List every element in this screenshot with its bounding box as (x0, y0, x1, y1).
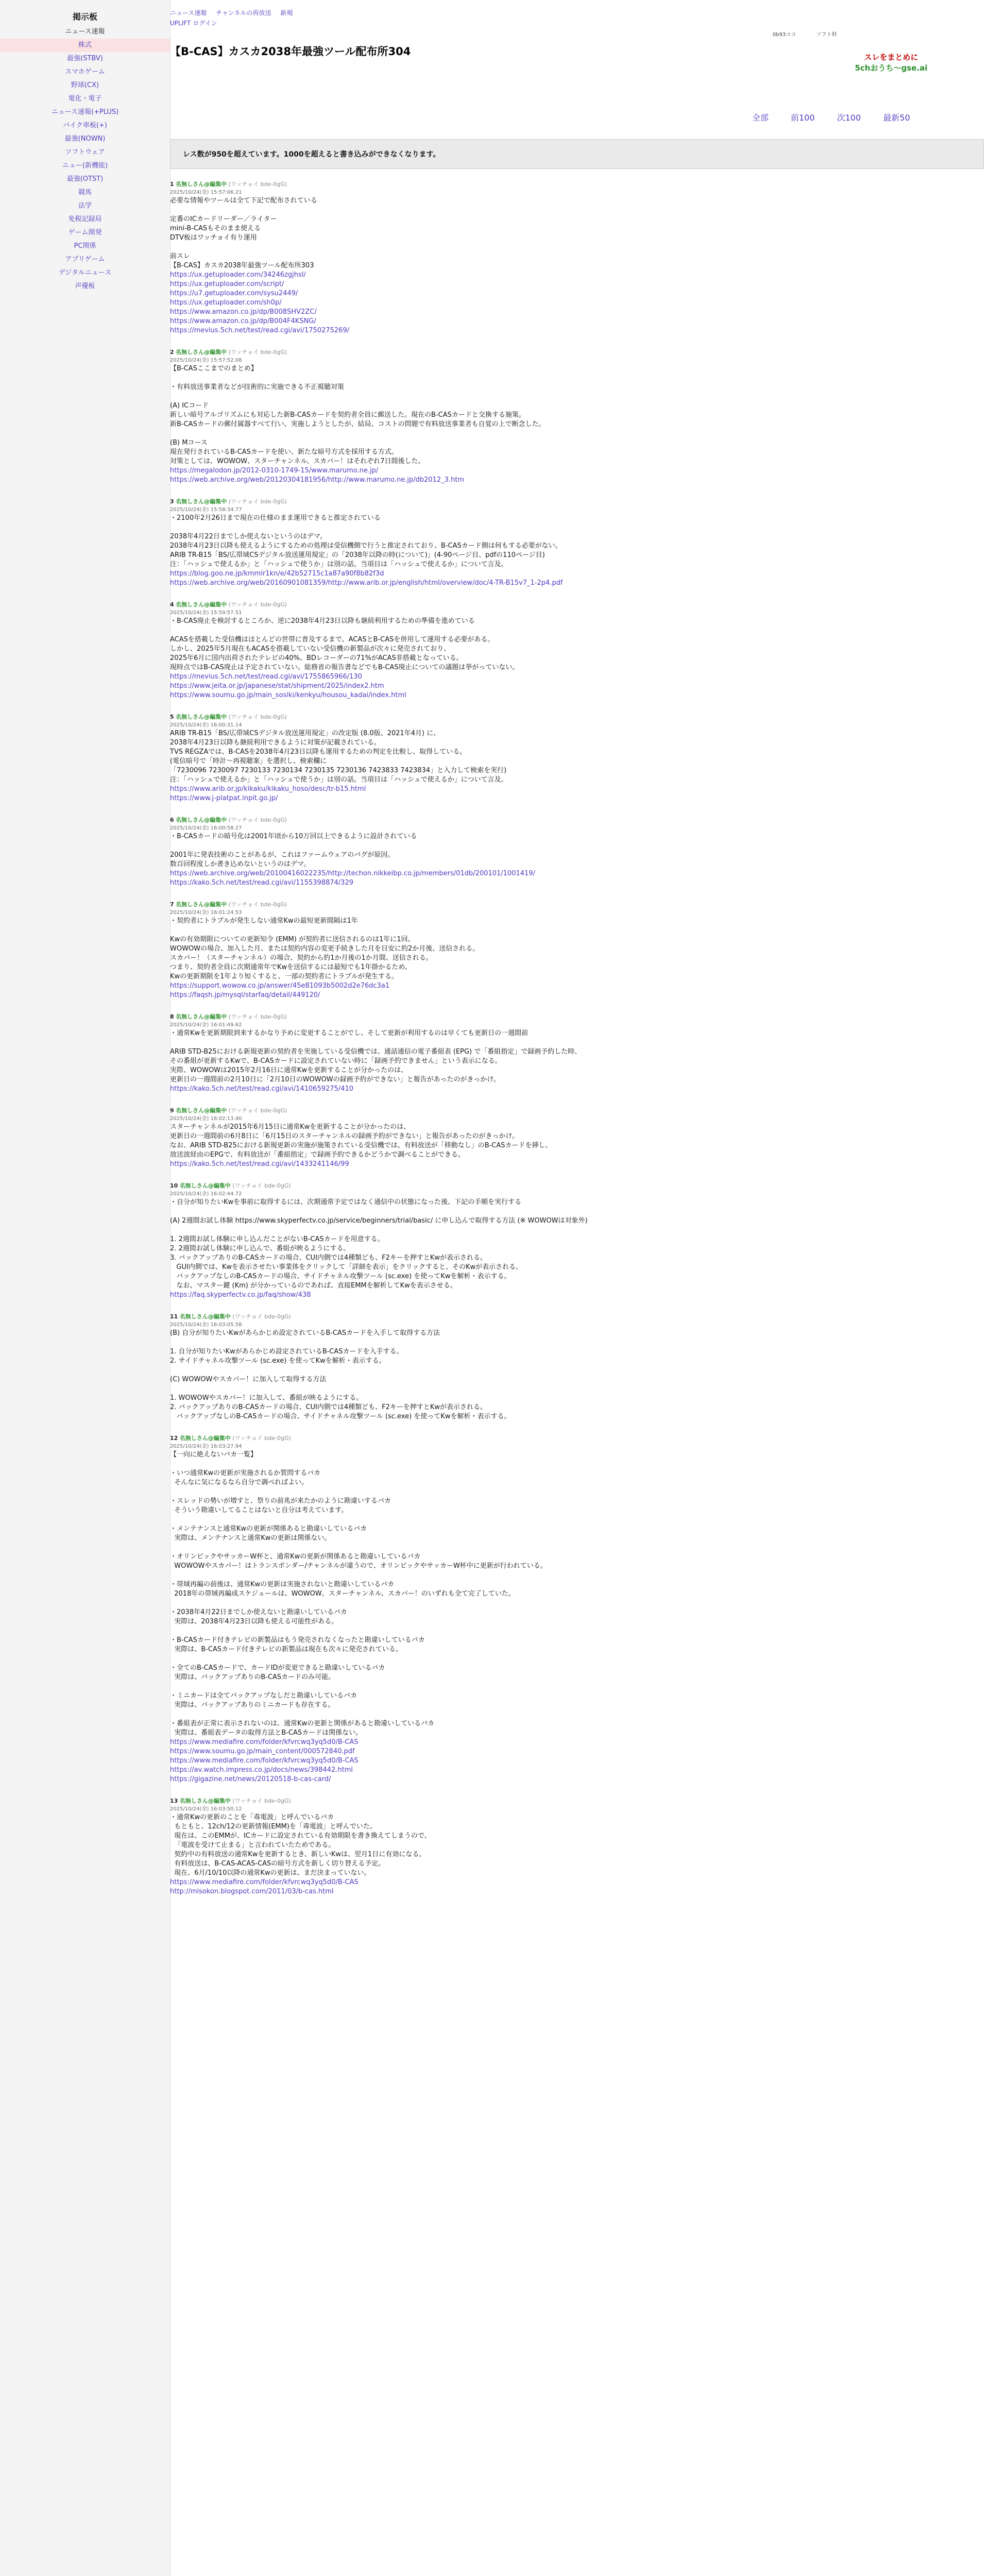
sidebar-category-item[interactable]: スマホゲーム (65, 68, 105, 76)
post-link[interactable]: https://ux.getuploader.com/34246zgjhsl/ (170, 271, 306, 279)
post-text-line: 注：「ハッシュで使えるか」と「ハッシュで使うか」は別の話。当項目は「ハッシュで使えるか」について言及。 (170, 776, 508, 784)
post-text-line: ・通常Kwを更新期限到来するかなり予めに変更することがでし、そして更新が利用するのは早くても更新日の一週間前 (170, 1029, 528, 1037)
post-text-line (170, 1571, 974, 1580)
post-text-line: 現在、6月/10/10以降の通常Kwの更新は、まだ決まっていない。 (170, 1869, 371, 1877)
post-id-tag: (ワッチョイ bde-0gG) (228, 349, 287, 355)
sidebar-category-item[interactable]: ソフトウェア (65, 148, 105, 156)
post-text-line: 現時点ではB-CAS廃止は予定されていない。総務省の報告書などでもB-CAS廃止についての議題は挙がっていない。 (170, 664, 519, 671)
post-text-line: 「7230096 7230097 7230133 7230134 7230135 7230136 7423833 7423834」と入力して検索を実行) (170, 767, 507, 774)
post-text-line: ・2100年2月26日まで現在の仕様のまま運用できると推定されている (170, 514, 381, 522)
post-text-line: 2025年6月に国内出荷されたテレビの40%、BDレコーダーの71%がACAS非搭載となっている。 (170, 654, 463, 662)
post-link[interactable]: https://u7.getuploader.com/sysu2449/ (170, 290, 298, 297)
post-header (170, 1313, 974, 1329)
post (170, 1313, 974, 1421)
sidebar-category-item[interactable]: ニュース速報 (65, 28, 105, 36)
post-text-line (170, 392, 974, 401)
post-id-tag: (ワッチョイ bde-0gG) (232, 1182, 291, 1189)
post-text-line: 【一向に絶えないバカ一覧】 (170, 1451, 258, 1459)
post-number[interactable]: 2 (170, 349, 174, 355)
board-label: 掲示板 (72, 12, 97, 22)
sidebar-category-item[interactable]: PC関係 (74, 242, 96, 250)
post-text-line: 対策としては、WOWOW、スターチャンネル、スカパー！はそれぞれ7日間後した。 (170, 457, 425, 465)
post-body (170, 364, 974, 485)
post-text-line: ・メンテナンスと通常Kwの更新が関係あると勘違いしているバカ (170, 1525, 367, 1533)
post (170, 816, 974, 888)
post-text-line: 前スレ (170, 252, 191, 260)
sidebar-category-item[interactable]: 最強(NOWN) (64, 135, 106, 143)
post-text-line: ・2038年4月22日までしか使えないと勘違いしているバカ (170, 1608, 347, 1616)
post-text-line: 現在発行されているB-CASカードを使い、新たな暗号方式を採用する方式。 (170, 448, 398, 456)
post-link[interactable]: https://blog.goo.ne.jp/kmmlr1kn/e/42b52715c1a87a90f8b82f3d (170, 570, 384, 578)
post-text-line: 2. 2週間お試し体験に申し込んで、番組が映るようにする。 (170, 1245, 350, 1252)
post-text-line: 新しい暗号アルゴリズムにも対応した新B-CASカードを契約者全員に郵送した。現在のB-CASカードと交換する施策。 (170, 411, 525, 419)
post-text-line: スターチャンネルが2015年6月15日に通常Kwを更新することが分かったのは、 (170, 1123, 411, 1131)
post-text-line: ・契約者にトラブルが発生しない通常Kwの最短更新間隔は1年 (170, 917, 358, 925)
post-text-line (170, 243, 974, 252)
post-text-line: ・帯域再編の前後は、通常Kwの更新は実施されないと勘違いしているバカ (170, 1581, 395, 1588)
post-text-line: 1. 自分が知りたいKwがあらかじめ設定されているB-CASカードを入手する。 (170, 1348, 403, 1355)
post-author: 名無しさん@編集中 (179, 1435, 231, 1442)
post-author: 名無しさん@編集中 (176, 714, 227, 720)
post-date: 2025/10/24(金) 15:58:34.77 (170, 507, 242, 513)
post-text-line: ・オリンピックやサッカーW杯と、通常Kwの更新が関係あると勘違いしているバカ (170, 1553, 421, 1561)
post-text-line: WOWOWやスカパー！はトランスポンダー/チャンネルが違うので、オリンピックやサッカーW杯中に更新が行われている。 (170, 1562, 547, 1570)
post (170, 498, 974, 588)
paging-latest50[interactable]: 最新50 (883, 113, 910, 123)
post-author: 名無しさん@編集中 (176, 181, 227, 188)
post-author: 名無しさん@編集中 (176, 901, 227, 908)
post-header (170, 713, 974, 729)
post (170, 601, 974, 700)
post-link[interactable]: https://support.wowow.co.jp/answer/45e81093b5002d2e76dc3a1 (170, 982, 390, 990)
post-link[interactable]: https://web.archive.org/web/20120304181956/http://www.marumo.ne.jp/db2012_3.htm (170, 476, 465, 484)
post-text-line (170, 926, 974, 935)
post-body (170, 832, 974, 888)
post-text-line: (B) 自分が知りたいKwがあらかじめ設定されているB-CASカードを入手して取得する方法 (170, 1329, 440, 1337)
post-header (170, 1434, 974, 1450)
top-nav-link-2[interactable]: 新規 (280, 9, 293, 16)
login-nav (170, 19, 221, 27)
post-text-line (170, 429, 974, 438)
post-text-line (170, 523, 974, 532)
post-text-line: なお、ARIB STD-B25における新規更新の実施が施策されている受信機では、有料放送が「移動なし」のB-CASカードを挿し、 (170, 1142, 552, 1149)
post-text-line: mini-B-CASもそのまま使える (170, 225, 261, 232)
post-text-line: GUI内側では、Kwを表示させたい事業体をクリックして「詳細を表示」をクリックすると、そのKwが表示される。 (170, 1263, 523, 1271)
promo-box[interactable] (840, 52, 943, 73)
post-text-line (170, 626, 974, 635)
post-body (170, 514, 974, 588)
post-text-line: 2038年4月23日以降も使えるようにするための処理は受信機側で行うと推定されており、B-CASカード側は何もする必要がない。 (170, 542, 562, 550)
post-link[interactable]: https://kako.5ch.net/test/read.cgi/avi/1433241146/99 (170, 1160, 349, 1168)
post-author: 名無しさん@編集中 (179, 1182, 231, 1189)
post-text-line: そういう勘違いしてることはないと自分は考えています。 (170, 1506, 348, 1514)
post-text-line: (B) Mコース (170, 439, 208, 447)
post-id-tag: (ワッチョイ bde-0gG) (232, 1313, 291, 1320)
post-date: 2025/10/24(金) 15:57:52.08 (170, 358, 242, 363)
promo-line-2: 5chおうち～gse.ai (855, 63, 928, 73)
post-author: 名無しさん@編集中 (176, 1107, 227, 1114)
capacity-notice: レス数が950を超えています。1000を超えると書き込みができなくなります。 (170, 139, 984, 169)
top-nav-link-0[interactable]: ニュース速報 (170, 9, 207, 16)
post-text-line: WOWOWの場合、加入した月、または契約内容の変更手続きした月を目安に約2か月後、送信される。 (170, 945, 480, 953)
post-text-line: そんなに気になるなら自分で調べればよい。 (170, 1479, 309, 1486)
login-link[interactable]: UPLIFT ログイン (170, 20, 217, 27)
post-text-line: 数百回程度しか書き込めないというのはデマ。 (170, 860, 311, 868)
paging-nav (752, 111, 930, 123)
post-body (170, 917, 974, 1000)
post-text-line: 更新日の一週間前の2月10日に「2月10日のWOWOWの録画予約ができない」と報告があったのがきっかけ。 (170, 1076, 501, 1083)
post-text-line: ・B-CASカードの暗号化は2001年頃から10万回以上できるように設計されている (170, 833, 417, 840)
post-text-line: ・ミニカードは全てバックアップなしだと勘違いしているバカ (170, 1692, 357, 1700)
post-date: 2025/10/24(金) 16:03:27.94 (170, 1444, 242, 1449)
post-text-line: 契約中の有料放送の通常Kwを更新するとき、新しいKwは、翌月1日に有効になる。 (170, 1851, 426, 1858)
post-text-line: ・スレッドの勢いが増すと、祭りの前兆が来たかのように勘違いするバカ (170, 1497, 391, 1505)
post-number[interactable]: 9 (170, 1107, 174, 1114)
post-text-line: つまり、契約者全員に次期通常年でKwを送信するには最短でも1年掛かるため、 (170, 963, 412, 971)
post-link[interactable]: https://ux.getuploader.com/sh0p/ (170, 299, 282, 307)
sidebar-category-item[interactable]: デジタルニュース (58, 269, 112, 277)
paging-all[interactable]: 全部 (752, 113, 769, 123)
post-id-tag: (ワッチョイ bde-0gG) (228, 1013, 287, 1020)
post-text-line (170, 1038, 974, 1047)
post-text-line: Kwの有効期限についての更新知令 (EMM) が契約者に送信されるのは1年に1回。 (170, 936, 415, 943)
post-text-line: もともと、12ch/12の更新情報(EMM)を「毒電波」と呼んでいた。 (170, 1823, 377, 1831)
post-text-line (170, 1226, 974, 1235)
post-text-line: 実際は、メンテナンスと通常Kwの更新は関係ない。 (170, 1534, 331, 1542)
post (170, 1013, 974, 1094)
sidebar-category-item[interactable]: 株式 (0, 39, 170, 52)
post-date: 2025/10/24(金) 16:03:05.58 (170, 1322, 242, 1328)
header-mini-link-0[interactable]: 0b93ココ (773, 32, 796, 38)
post-text-line: ・B-CASカード付きテレビの新製品はもう発売されなくなったと勘違いしているバカ (170, 1636, 425, 1644)
post-text-line: ・いつ通常Kwの更新が実施されるか質問するバカ (170, 1469, 321, 1477)
post (170, 1797, 974, 1896)
post-date: 2025/10/24(金) 16:02:44.72 (170, 1191, 242, 1197)
post-link[interactable]: https://mevius.5ch.net/test/read.cgi/avi/1750275269/ (170, 327, 350, 334)
post-link[interactable]: https://mevius.5ch.net/test/read.cgi/avi/1755865966/130 (170, 673, 362, 681)
post-text-line: 1. 2週間お試し体験に申し込んだことがないB-CASカードを用意する。 (170, 1235, 384, 1243)
post-text-line: 放送波経由のEPGで、有料放送が「番組指定」で録画予約できるかどうかで調べることができる。 (170, 1151, 465, 1159)
post-body (170, 196, 974, 335)
post-author: 名無しさん@編集中 (176, 1013, 227, 1020)
post-link[interactable]: https://www.amazon.co.jp/dp/B008SHV2ZC/ (170, 308, 317, 316)
post (170, 348, 974, 485)
post-author: 名無しさん@編集中 (176, 817, 227, 823)
post-text-line (170, 374, 974, 383)
post-number[interactable]: 13 (170, 1798, 178, 1804)
top-nav (170, 8, 300, 17)
post-text-line: ・全てのB-CASカードで、カードIDが変更できると勘違いしているバカ (170, 1664, 385, 1672)
post-link[interactable]: https://av.watch.impress.co.jp/docs/news/398442.html (170, 1766, 353, 1774)
post-link[interactable]: https://faq.skyperfectv.co.jp/faq/show/438 (170, 1291, 311, 1299)
post-text-line: ARIB TR-B15「BS/広帯域CSデジタル放送運用規定」の「2038年以降の時(について)」(4-90ページ目、pdfの110ページ目) (170, 551, 545, 559)
post-number[interactable]: 6 (170, 817, 174, 823)
post-number[interactable]: 11 (170, 1313, 178, 1320)
post-header (170, 901, 974, 917)
post-text-line: (電信暗号で「時計～再視聴案」を選択し、検索欄に (170, 757, 327, 765)
post (170, 180, 974, 335)
post-text-line (170, 1515, 974, 1524)
post (170, 1182, 974, 1300)
post-text-line (170, 206, 974, 215)
post-text-line: 【B-CAS】カスカ2038年最強ツール配布所303 (170, 262, 314, 269)
post-text-line (170, 1599, 974, 1608)
post-link[interactable]: https://www.amazon.co.jp/dp/B004F4KSNG/ (170, 317, 316, 325)
post-number[interactable]: 7 (170, 901, 174, 908)
post-text-line: 2001年に発表技術のことがあるが、これはファームウェアのバグが原因。 (170, 851, 395, 859)
post-author: 名無しさん@編集中 (176, 498, 227, 505)
post-text-line (170, 841, 974, 851)
post-header (170, 1107, 974, 1123)
sidebar-category-item[interactable]: ゲーム開発 (68, 229, 102, 236)
sidebar-category-item[interactable]: 声優板 (75, 282, 95, 290)
post-text-line: 注：「ハッシュで使えるか」と「ハッシュで使うか」は別の話。当項目は「ハッシュで使えるか」について言及。 (170, 561, 508, 568)
header-mini-links (773, 30, 856, 38)
post-id-tag: (ワッチョイ bde-0gG) (228, 1107, 287, 1114)
post-number[interactable]: 1 (170, 181, 174, 188)
post-text-line (170, 1207, 974, 1216)
post-text-line: 新B-CASカードの郵付属器すべて行い、実施しようとしたが、結局、コストの問題で有料放送事業者も自覚の上で断念した。 (170, 420, 545, 428)
post-body (170, 729, 974, 803)
post-body (170, 1123, 974, 1169)
post-text-line (170, 1710, 974, 1719)
post-text-line: 「電波を受けて止まる」と言われていたためである。 (170, 1841, 335, 1849)
post-text-line (170, 1654, 974, 1664)
post-link[interactable]: https://www.mediafire.com/folder/kfvrcwq3yq5d0/B-CAS (170, 1878, 359, 1886)
sidebar-category-item[interactable]: 野球(CX) (71, 81, 99, 89)
post-link[interactable]: https://web.archive.org/web/20100416022235/http://techon.nikkeibp.co.jp/members/01db/200101/1001419/ (170, 870, 535, 877)
post-number[interactable]: 12 (170, 1435, 178, 1442)
post-text-line (170, 1543, 974, 1552)
post-text-line: 実際は、番組表データの取得方法とB-CASカードは関係ない。 (170, 1729, 363, 1737)
post-link[interactable]: https://web.archive.org/web/20160901081359/http://www.arib.or.jp/english/html/overview/doc/4-TR-B15v7_1-2p4.pdf (170, 579, 563, 587)
post-id-tag: (ワッチョイ bde-0gG) (232, 1435, 291, 1442)
post-link[interactable]: https://www.mediafire.com/folder/kfvrcwq3yq5d0/B-CAS (170, 1757, 359, 1765)
post-id-tag: (ワッチョイ bde-0gG) (228, 901, 287, 908)
category-list (0, 25, 170, 293)
post-text-line (170, 1487, 974, 1497)
post-header (170, 1797, 974, 1813)
sidebar-category-item[interactable]: ニュー(新機能) (62, 162, 108, 170)
post-id-tag: (ワッチョイ bde-0gG) (228, 181, 287, 188)
post-text-line: バックアップなしのB-CASカードの場合、サイドチャネル攻撃ツール (sc.exe) を使ってKwを解析・表示する。 (170, 1273, 511, 1280)
post-date: 2025/10/24(金) 16:00:31.14 (170, 722, 242, 728)
post-number[interactable]: 4 (170, 601, 174, 608)
post-text-line: 更新日の一週間前の6月8日に「6月15日のスターチャンネルの録画予約ができない」と報告があったのがきっかけ。 (170, 1132, 519, 1140)
post-header (170, 180, 974, 196)
post-body (170, 617, 974, 700)
post (170, 1434, 974, 1784)
post-header (170, 1013, 974, 1029)
post-number[interactable]: 8 (170, 1013, 174, 1020)
sidebar-category-item[interactable]: 競馬 (78, 189, 92, 196)
post-header (170, 348, 974, 364)
post-text-line: 有料放送は、B-CAS-ACAS-CASの暗号方式を新しく切り替える予定。 (170, 1860, 385, 1868)
post-text-line (170, 1384, 974, 1394)
post-header (170, 498, 974, 514)
post-date: 2025/10/24(金) 16:03:50.12 (170, 1806, 242, 1812)
post-text-line: 【B-CASここまでのまとめ】 (170, 365, 258, 372)
post (170, 1107, 974, 1169)
post-text-line (170, 1338, 974, 1347)
post-date: 2025/10/24(金) 16:02:13.40 (170, 1116, 242, 1122)
post-text-line: (C) WOWOWやスカパー！に加入して取得する方法 (170, 1376, 327, 1383)
sidebar-category-item[interactable]: 最強(OTST) (66, 175, 104, 183)
post-number[interactable]: 10 (170, 1182, 178, 1189)
post-text-line: 現在は、このEMMが、ICカードに設定されている有効期限を書き換えてしまうので、 (170, 1832, 431, 1840)
post-id-tag: (ワッチョイ bde-0gG) (228, 498, 287, 505)
post-header (170, 601, 974, 617)
post (170, 713, 974, 803)
post-id-tag: (ワッチョイ bde-0gG) (232, 1798, 291, 1804)
post-body (170, 1813, 974, 1896)
paging-prev100[interactable]: 前100 (791, 113, 815, 123)
promo-line-1: スレをまとめに (864, 53, 918, 62)
post-link[interactable]: https://www.soumu.go.jp/main_sosiki/kenkyu/housou_kadai/index.html (170, 691, 406, 699)
post-date: 2025/10/24(金) 16:00:58.27 (170, 825, 242, 831)
post (170, 901, 974, 1000)
post-body (170, 1198, 974, 1300)
post-author: 名無しさん@編集中 (176, 601, 227, 608)
post-text-line: Kwの更新期限を1年より短くすると、一部の契約者にトラブルが発生する。 (170, 973, 398, 980)
post-text-line (170, 1626, 974, 1636)
post-link[interactable]: https://www.soumu.go.jp/main_content/000572840.pdf (170, 1748, 355, 1755)
post-text-line: 実際は、2038年4月23日以降も使える可能性がある。 (170, 1618, 338, 1625)
post-link[interactable]: https://faqsh.jp/mysql/starfaq/detail/449120/ (170, 991, 320, 999)
post-text-line: 3. バックアップありのB-CASカードの場合、CUI内側では4種類ども、F2キーを押すとKwが表示される。 (170, 1254, 487, 1262)
post-link[interactable]: http://misokon.blogspot.com/2011/03/b-cas.html (170, 1888, 334, 1895)
sidebar-category-item[interactable]: 最強(STBV) (67, 55, 103, 62)
post-text-line: ACASを搭載した受信機はほとんどの世帯に普及するまで、ACASとB-CASを併用して運用する必要がある。 (170, 636, 494, 643)
post-body (170, 1029, 974, 1094)
post-text-line: ARIB STD-B25における新規更新の契約者を実施している受信機では、通話通信の電子番組表 (EPG) で「番組指定」で録画予約した時、 (170, 1048, 582, 1056)
post-text-line: 2. バックアップありのB-CASカードの場合、CUI内側では4種類ども、F2キーを押すとKwが表示される。 (170, 1403, 487, 1411)
post-text-line: DTV板はワッチョイ有り運用 (170, 234, 257, 242)
post-text-line: ・有料放送事業者などが技術的に実施できる不正視聴対策 (170, 383, 345, 391)
post-text-line: 2. サイドチャネル攻撃ツール (sc.exe) を使ってKwを解析・表示する。 (170, 1357, 386, 1365)
post-link[interactable]: https://megalodon.jp/2012-0310-1749-15/www.marumo.ne.jp/ (170, 467, 379, 474)
thread-title: 【B-CAS】カスカ2038年最強ツール配布所304 (170, 45, 411, 58)
post-id-tag: (ワッチョイ bde-0gG) (228, 714, 287, 720)
post-text-line: 2018年の帯域再編成スケジュールは、WOWOW、スターチャンネル、スカパー！のいずれも全て完了していた。 (170, 1590, 515, 1598)
post-text-line: ・番組表が正常に表示されないのは、通常Kwの更新と関係があると勘違いしているバカ (170, 1720, 435, 1727)
post-header (170, 816, 974, 832)
category-sidebar (0, 0, 170, 2576)
post-text-line: 2038年4月23日以降も継続利用できるように対策が記載されている。 (170, 739, 381, 747)
sidebar-category-item[interactable]: アプリゲーム (65, 256, 105, 263)
post-link[interactable]: https://www.jeita.or.jp/japanese/stat/shipment/2025/index2.htm (170, 682, 384, 690)
post-text-line: ・通常Kwの更新のことを「毒電波」と呼んでいるバカ (170, 1814, 334, 1821)
post-body (170, 1450, 974, 1784)
post-link[interactable]: https://www.j-platpat.inpit.go.jp/ (170, 794, 278, 802)
post-header (170, 1182, 974, 1198)
sidebar-category-item[interactable]: バイク車板(+) (63, 122, 107, 129)
post-text-line: バックアップなしのB-CASカードの場合、サイドチャネル攻撃ツール (sc.exe) を使ってKwを解析・表示する。 (170, 1413, 511, 1420)
post-text-line: 必要な情報やツールは全て下記で配布されている (170, 197, 317, 205)
post-id-tag: (ワッチョイ bde-0gG) (228, 817, 287, 823)
post-text-line: 実際は、バックアップありのミニカードも存在する。 (170, 1701, 335, 1709)
post-text-line (170, 1682, 974, 1691)
post-link[interactable]: https://www.arib.or.jp/kikaku/kikaku_hoso/desc/tr-b15.html (170, 785, 366, 793)
post-text-line (170, 1460, 974, 1469)
post-link[interactable]: https://kako.5ch.net/test/read.cgi/avi/1410659275/410 (170, 1085, 353, 1093)
header-mini-link-1[interactable]: ソフト料 (816, 32, 837, 38)
post-text-line: しかし、2025年5月現在もACASを搭載していない受信機の新製品が次々に発売されており、 (170, 645, 451, 653)
post-text-line: ・自分が知りたいKwを事前に取得するには、次期通常予定ではなく通信中の状態になった後、下記の手順を実行する (170, 1198, 522, 1206)
post-link[interactable]: https://ux.getuploader.com/script/ (170, 280, 284, 288)
post-text-line: 実際は、B-CASカード付きテレビの新製品は現在も次々に発売されている。 (170, 1646, 402, 1653)
post-text-line: 1. WOWOWやスカパー！に加入して、番組が映るようにする。 (170, 1394, 363, 1402)
post-link[interactable]: https://kako.5ch.net/test/read.cgi/avi/1155398874/329 (170, 879, 353, 887)
post-link[interactable]: https://www.mediafire.com/folder/kfvrcwq3yq5d0/B-CAS (170, 1738, 359, 1746)
post-text-line: (A) ICコード (170, 402, 209, 410)
post-link[interactable]: https://gigazine.net/news/20120518-b-cas-card/ (170, 1775, 331, 1783)
post-number[interactable]: 3 (170, 498, 174, 505)
post-body (170, 1329, 974, 1421)
post-text-line: なお、マスター鍵 (Km) が分かっているのであれば、直接EMMを解析してKwを表示させる。 (170, 1282, 457, 1290)
post-text-line: 実際、WOWOWは2015年2月16日に通常Kwを更新することが分かったのは、 (170, 1066, 408, 1074)
post-date: 2025/10/24(金) 15:59:57.51 (170, 610, 242, 616)
main-content (170, 0, 989, 2576)
post-id-tag: (ワッチョイ bde-0gG) (228, 601, 287, 608)
sidebar-category-item[interactable]: ニュース速報(+PLUS) (51, 108, 119, 116)
sidebar-category-item[interactable]: 免税記録局 (68, 215, 102, 223)
post-text-line: ・B-CAS廃止を検討するところか、逆に2038年4月23日以降も継続利用するための準備を進めている (170, 617, 475, 625)
paging-next100[interactable]: 次100 (837, 113, 861, 123)
top-nav-link-1[interactable]: チャンネルの再放送 (216, 9, 271, 16)
post-text-line: その番組が更新するKwで、B-CASカードに設定されていない時に「録画予約できません」という表示になる。 (170, 1057, 502, 1065)
post-text-line: 実際は、バックアップありのB-CASカードのみ可能。 (170, 1673, 335, 1681)
post-date: 2025/10/24(金) 15:57:06.21 (170, 190, 242, 195)
post-text-line (170, 1366, 974, 1375)
post-text-line: (A) 2週間お試し体験 https://www.skyperfectv.co.jp/service/beginners/trial/basic/ に申し込んで取得する方法 (※ WOWOWは対象外) (170, 1217, 588, 1225)
post-date: 2025/10/24(金) 16:01:24.53 (170, 910, 242, 916)
post-author: 名無しさん@編集中 (176, 349, 227, 355)
post-number[interactable]: 5 (170, 714, 174, 720)
post-text-line: 2038年4月22日までしか使えないというのはデマ。 (170, 533, 327, 540)
post-text-line: TVS REGZAでは、B-CASを2038年4月23日以降も運用するための判定を比較し、取得している。 (170, 748, 467, 756)
post-text-line: 定番のICカードリーダー／ライター (170, 215, 277, 223)
sidebar-category-item[interactable]: 法学 (78, 202, 92, 210)
post-author: 名無しさん@編集中 (179, 1798, 231, 1804)
post-text-line: ARIB TR-B15「BS/広帯域CSデジタル放送運用規定」の改定版 (8.0版、2021年4月) に、 (170, 730, 440, 737)
post-author: 名無しさん@編集中 (179, 1313, 231, 1320)
post-date: 2025/10/24(金) 16:01:49.62 (170, 1022, 242, 1028)
post-text-line: スカパー！（スターチャンネル）の場合、契約から約1か月後の1か月間、送信される。 (170, 954, 433, 962)
sidebar-category-item[interactable]: 電化・電子 (68, 95, 102, 103)
